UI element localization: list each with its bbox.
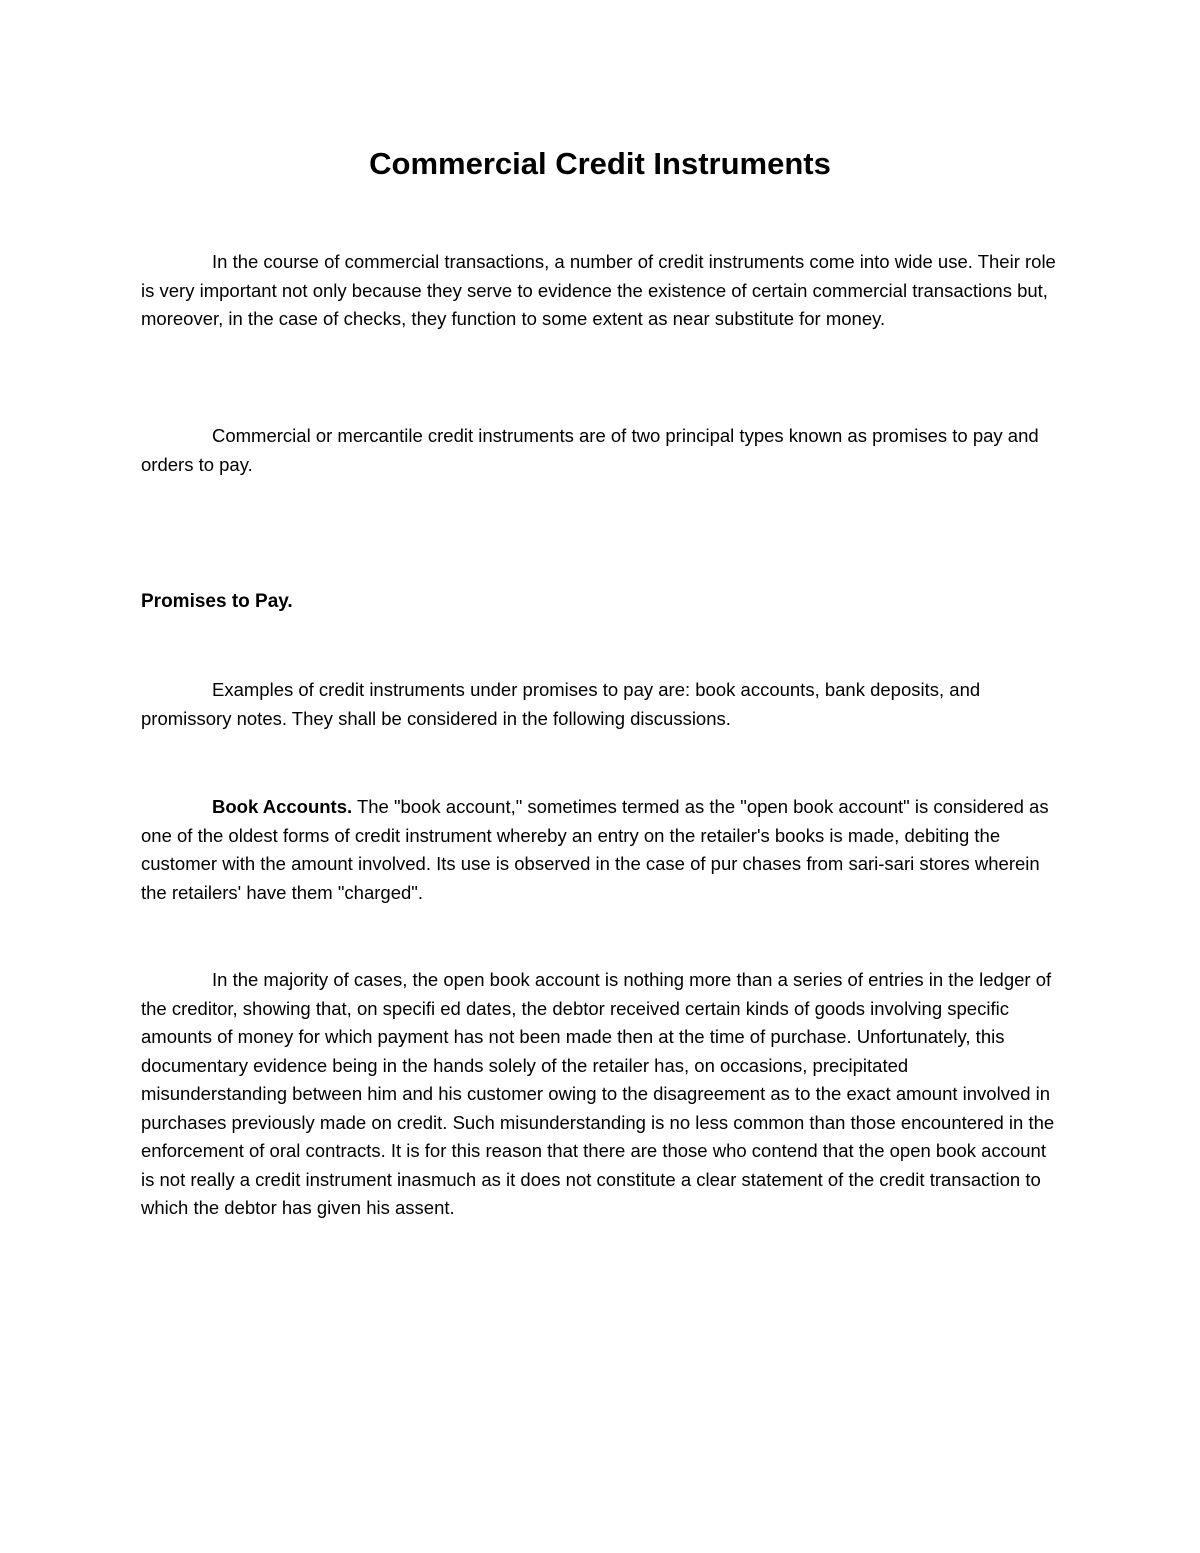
paragraph-book-accounts (141, 793, 1059, 907)
section-heading-promises-to-pay: Promises to Pay. (141, 591, 293, 612)
paragraph-examples: Examples of credit instruments under promises to pay are: book accounts, bank deposits, and promissory notes. They shall be considered in the following discussions. (141, 679, 981, 729)
paragraph-types: Commercial or mercantile credit instruments are of two principal types known as promises to pay and orders to pay. (141, 425, 1039, 475)
book-accounts-body: The "book account," sometimes termed as the "open book account" is considered as one of the oldest forms of credit instrument whereby an entry on the retailer's books is made, debiting the customer with the amount involved. Its use is observed in the case of pur chases from sari-sari stores wherein the retailers' have them "charged". (141, 796, 1049, 903)
book-accounts-run-in-heading: Book Accounts. (212, 796, 353, 817)
paragraph-intro: In the course of commercial transactions, a number of credit instruments come into wide use. Their role is very important not only because they serve to evidence the existence of certain commercial transactions but, moreover, in the case of checks, they function to some extent as near substitute for money. (141, 251, 1056, 329)
paragraph-open-book-account: In the majority of cases, the open book account is nothing more than a series of entries in the ledger of the creditor, showing that, on specifi ed dates, the debtor received certain kinds of goods involving specific amounts of money for which payment has not been made then at the time of purchase. Unfortunately, this documentary evidence being in the hands solely of the retailer has, on occasions, precipitated misunderstanding between him and his customer owing to the disagreement as to the exact amount involved in purchases previously made on credit. Such misunderstanding is no less common than those encountered in the enforcement of oral contracts. It is for this reason that there are those who contend that the open book account is not really a credit instrument inasmuch as it does not constitute a clear statement of the credit transaction to which the debtor has given his assent. (141, 969, 1055, 1218)
document-title: Commercial Credit Instruments (369, 146, 831, 181)
